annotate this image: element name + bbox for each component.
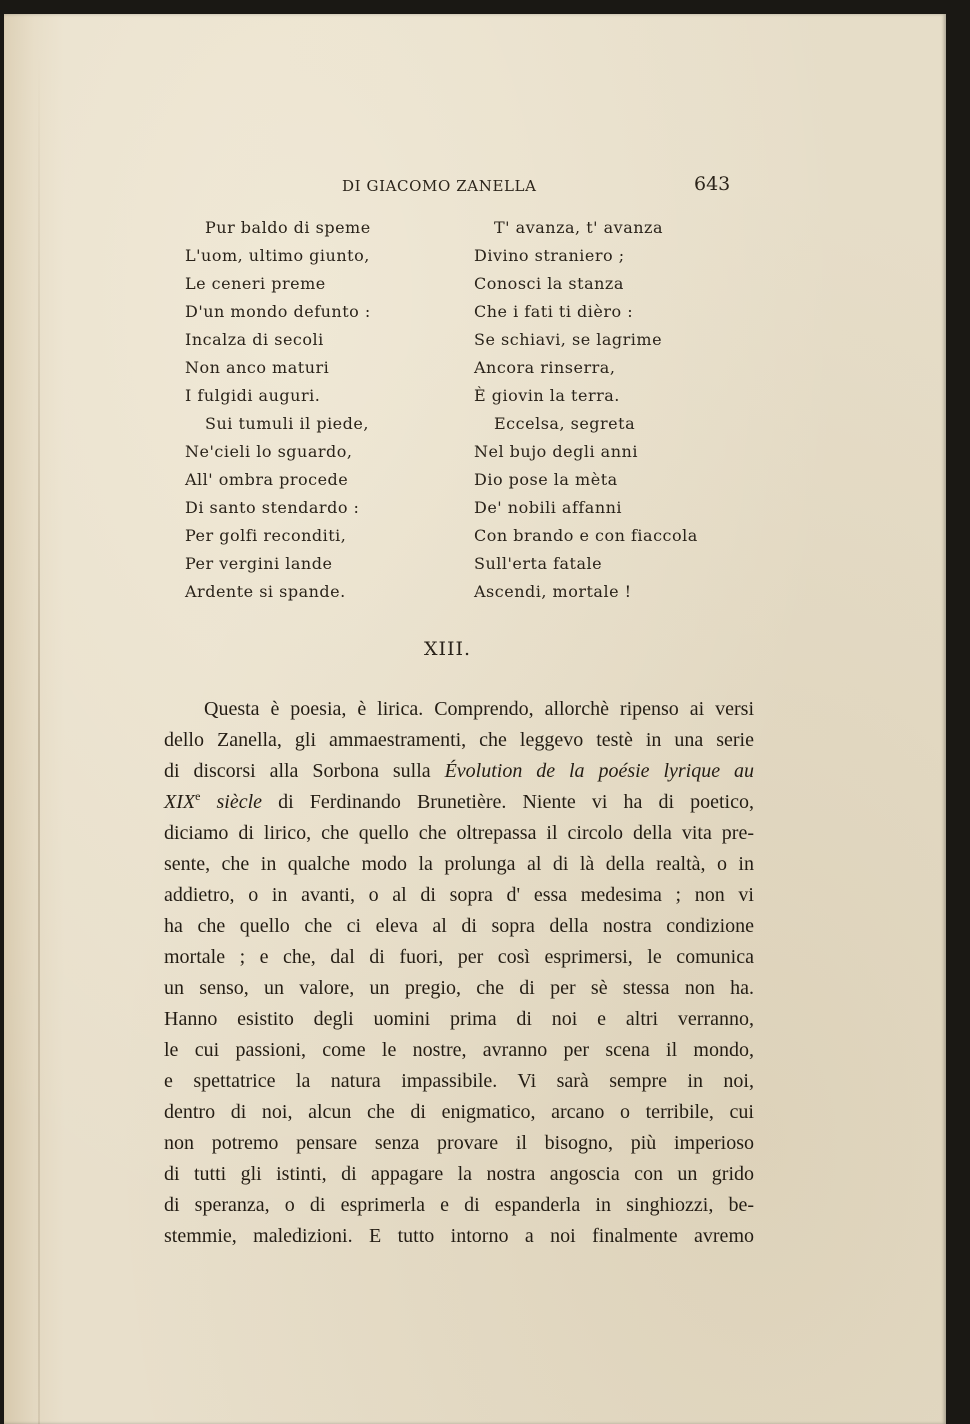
poem-line: Le ceneri preme [185,274,326,293]
poem-line: All' ombra procede [185,470,349,489]
poem-line: De' nobili affanni [474,498,623,517]
superscript-e: e [195,789,201,803]
prose-line [164,756,754,787]
poem-line: Per vergini lande [185,554,333,573]
prose-text: di Ferdinando Brunetière. Niente vi ha di poetico, [262,791,754,813]
prose-line: di speranza, o di esprimerla e di espanderla in singhiozzi, be- [164,1194,754,1216]
prose-line: ha che quello che ci eleva al di sopra della nostra condizione [164,915,754,937]
poem-line: Pur baldo di speme [205,218,371,237]
page-header [4,173,946,203]
book-title-italic: Évolution de la poésie lyrique au [444,760,754,782]
prose-line: un senso, un valore, un pregio, che di per sè stessa non ha. [164,977,754,999]
prose-line: le cui passioni, come le nostre, avranno per scena il mondo, [164,1039,754,1061]
poem-line: Eccelsa, segreta [494,414,636,433]
poem-line: Dio pose la mèta [474,470,618,489]
book-page [4,14,946,1424]
poem-line: Per golfi reconditi, [185,526,347,545]
poem-line: Se schiavi, se lagrime [474,330,663,349]
poem-line: T' avanza, t' avanza [494,218,664,237]
poem-line: L'uom, ultimo giunto, [185,246,370,265]
prose-line: dello Zanella, gli ammaestramenti, che leggevo testè in una serie [164,729,754,751]
prose-line: sente, che in qualche modo la prolunga al di là della realtà, o in [164,853,754,875]
prose-line: Hanno esistito degli uomini prima di noi e altri verranno, [164,1008,754,1030]
poem-line: Ascendi, mortale ! [474,582,632,601]
poem-line: Non anco maturi [185,358,330,377]
prose-line: non potremo pensare senza provare il bisogno, più imperioso [164,1132,754,1154]
book-title-italic: XIX [164,791,196,813]
poem-line: Nel bujo degli anni [474,442,638,461]
prose-line: Questa è poesia, è lirica. Comprendo, allorchè ripenso ai versi [204,698,754,720]
prose-paragraph [164,694,754,1252]
poem-line: Incalza di secoli [185,330,324,349]
poem-line: Conosci la stanza [474,274,624,293]
poem-line: Ne'cieli lo sguardo, [185,442,353,461]
section-heading: XIII. [424,638,472,660]
prose-line: mortale ; e che, dal di fuori, per così esprimersi, le comunica [164,946,754,968]
poem-line: Sui tumuli il piede, [205,414,369,433]
prose-line: stemmie, maledizioni. E tutto intorno a noi finalmente avremo [164,1225,754,1247]
poem-line: Ancora rinserra, [474,358,616,377]
poem-line: Che i fati ti dièro : [474,302,634,321]
prose-line: di tutti gli istinti, di appagare la nostra angoscia con un grido [164,1163,754,1185]
poem-line: È giovin la terra. [474,386,620,405]
prose-line [164,787,754,818]
poem-line: Ardente si spande. [185,582,346,601]
poem-right-column [474,214,698,606]
poem-left-column [185,214,371,606]
prose-line: addietro, o in avanti, o al di sopra d' essa medesima ; non vi [164,884,754,906]
poem-line: Con brando e con fiaccola [474,526,698,545]
prose-line: dentro di noi, alcun che di enigmatico, arcano o terribile, cui [164,1101,754,1123]
page-number: 643 [694,173,731,195]
prose-line: diciamo di lirico, che quello che oltrepassa il circolo della vita pre- [164,822,754,844]
page-gutter-shadow [38,54,40,1424]
running-head: DI GIACOMO ZANELLA [342,177,537,195]
poem-line: Sull'erta fatale [474,554,603,573]
prose-line: e spettatrice la natura impassibile. Vi sarà sempre in noi, [164,1070,754,1092]
prose-text: di discorsi alla Sorbona sulla [164,760,445,782]
poem-line: I fulgidi auguri. [185,386,321,405]
poem-line: Divino straniero ; [474,246,625,265]
book-title-italic: siècle [200,791,263,813]
poem-line: Di santo stendardo : [185,498,360,517]
poem-line: D'un mondo defunto : [185,302,371,321]
